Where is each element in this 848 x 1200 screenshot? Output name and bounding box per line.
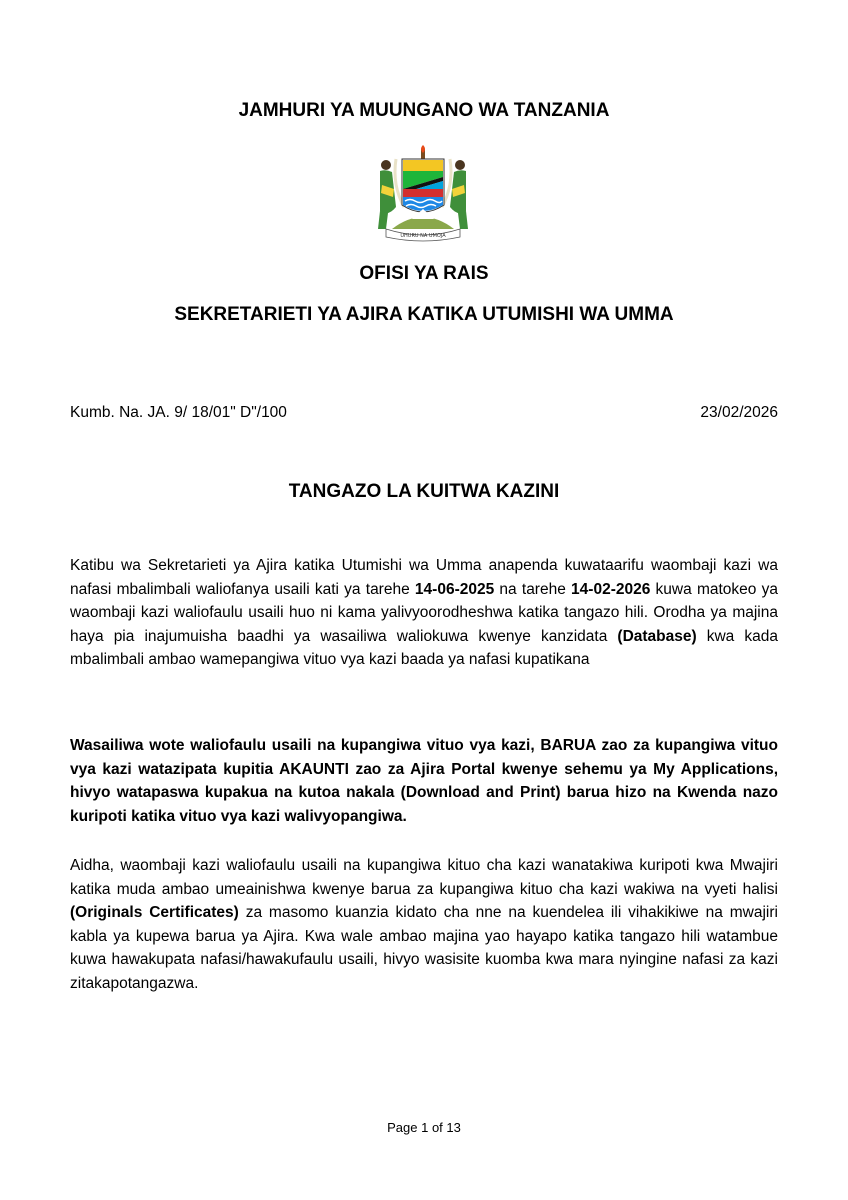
page-number: Page 1 of 13 [387, 1120, 461, 1135]
motto-text: UHURU NA UMOJA [400, 233, 446, 239]
right-supporter [450, 160, 468, 229]
country-heading: JAMHURI YA MUUNGANO WA TANZANIA [238, 100, 610, 121]
paragraph-reporting-text-2: za masomo kuanzia kidato cha nne na kuendelea ili vihakikiwe na mwajiri kabla ya kupewa barua ya Ajira. Kwa wale ambao majina yao hayapo katika tangazo hili watambue kuwa hawakupata nafasi/hawakufaulu usaili, hivyo wasisite kuomba kwa mara nyingine nafasi za kazi zitakapotangazwa. [70, 904, 778, 992]
office-heading: OFISI YA RAIS [359, 263, 489, 284]
paragraph-intro-text-2: na tarehe [494, 580, 572, 598]
database-term: (Database) [617, 627, 697, 645]
secretariat-heading: SEKRETARIETI YA AJIRA KATIKA UTUMISHI WA UMMA [174, 304, 674, 325]
paragraph-letters-instructions: Wasailiwa wote waliofaulu usaili na kupangiwa vituo vya kazi, BARUA zao za kupangiwa vituo vya kazi watazipata kupitia AKAUNTI zao za Ajira Portal kwenye sehemu ya My Applications, hivyo watapaswa kupakua na kutoa nakala (Download and Print) barua hizo na Kwenda nazo kuripoti katika vituo vya kazi walivyopangiwa. [70, 737, 778, 825]
paragraph-intro [70, 554, 778, 672]
paragraph-reporting-text-1: Aidha, waombaji kazi waliofaulu usaili na kupangiwa kituo cha kazi wanatakiwa kuripoti kwa Mwajiri katika muda ambao umeainishwa kwenye barua za kupangiwa kituo cha kazi wakiwa na vyeti halisi [70, 857, 778, 898]
reference-date: 23/02/2026 [700, 404, 778, 421]
tanzania-coat-of-arms-icon [372, 145, 474, 243]
paragraph-intro-text-1: Katibu wa Sekretarieti ya Ajira katika Utumishi wa Umma anapenda kuwataarifu waombaji kazi wa nafasi mbalimbali waliofanya usaili kati ya tarehe [70, 557, 778, 598]
paragraph-reporting-instructions [70, 854, 778, 995]
left-supporter [378, 160, 396, 229]
paragraph-intro-text-4: kwa kada mbalimbali ambao wamepangiwa vituo vya kazi baada ya nafasi kupatikana [70, 627, 778, 668]
interview-end-date: 14-02-2026 [571, 580, 651, 598]
paragraph-intro-text-3: kuwa matokeo ya waombaji kazi waliofaulu usaili huo ni kama yalivyoorodheshwa katika tangazo hili. Orodha ya majina haya pia inajumuisha baadhi ya wasailiwa waliokuwa kwenye kanzidata [70, 580, 778, 645]
original-certificates-term: (Originals Certificates) [70, 904, 239, 921]
announcement-title: TANGAZO LA KUITWA KAZINI [288, 481, 560, 502]
reference-number: Kumb. Na. JA. 9/ 18/01" D"/100 [70, 404, 287, 421]
reference-row [70, 404, 778, 422]
shield [402, 159, 444, 212]
interview-start-date: 14-06-2025 [414, 580, 495, 598]
motto-ribbon [386, 229, 460, 241]
